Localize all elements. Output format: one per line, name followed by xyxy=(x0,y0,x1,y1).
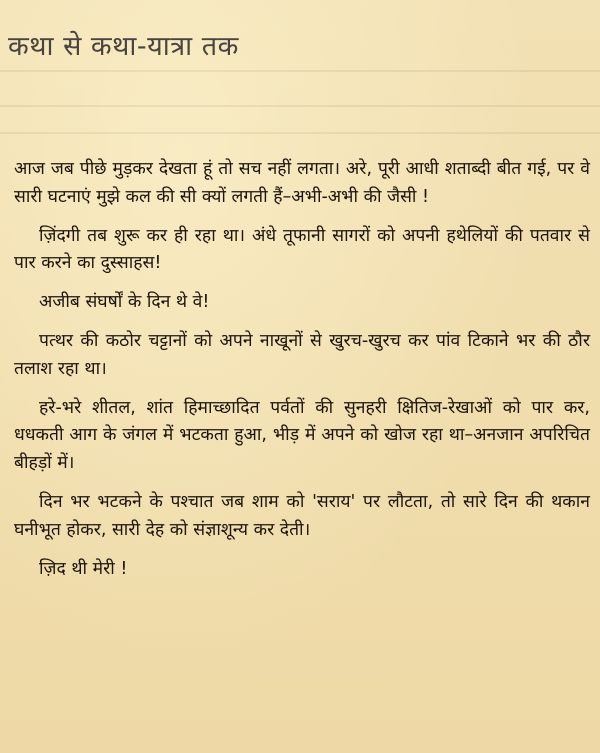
chapter-title: कथा से कथा-यात्रा तक xyxy=(8,31,239,62)
paragraph: पत्थर की कठोर चट्टानों को अपने नाखूनों से खुरच-खुरच कर पांव टिकाने भर की ठौर तलाश रहा था। xyxy=(14,330,590,379)
bleed-through-line xyxy=(0,105,600,107)
paragraph: हरे-भरे शीतल, शांत हिमाच्छादित पर्वतों की सुनहरी क्षितिज-रेखाओं को पार कर, धधकती आग के जंगल में भटकता हुआ, भीड़ में अपने को खोज रहा था–अनजान अपरिचित बीहड़ों में। xyxy=(14,397,590,474)
chapter-body xyxy=(14,156,590,594)
paragraph: आज जब पीछे मुड़कर देखता हूं तो सच नहीं लगता। अरे, पूरी आधी शताब्दी बीत गई, पर वे सारी घटनाएं मुझे कल की सी क्यों लगती हैं–अभी-अभी की जैसी ! xyxy=(14,159,590,207)
paragraph: ज़िंदगी तब शुरू कर ही रहा था। अंधे तूफानी सागरों को अपनी हथेलियों की पतवार से पार करने का दुस्साहस! xyxy=(14,225,590,274)
paragraph: अजीब संघर्षों के दिन थे वे! xyxy=(39,292,210,313)
paragraph: ज़िद थी मेरी ! xyxy=(39,558,128,579)
bleed-through-line xyxy=(0,132,600,134)
bleed-through-line xyxy=(0,70,600,72)
paragraph: दिन भर भटकने के पश्चात जब शाम को 'सराय' पर लौटता, तो सारे दिन की थकान घनीभूत होकर, सारी देह को संज्ञाशून्य कर देती। xyxy=(14,491,590,540)
